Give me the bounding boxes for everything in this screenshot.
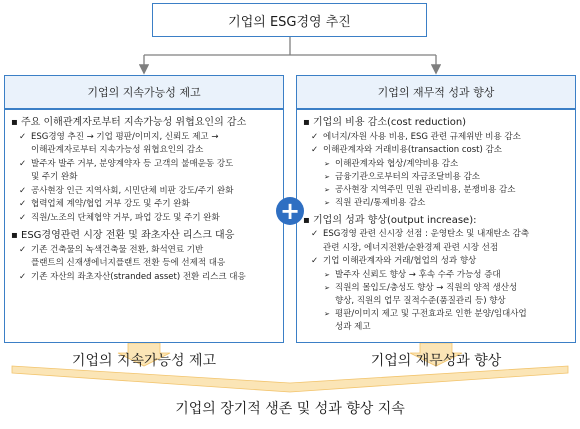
right-header-box [296,75,576,109]
list-item [303,197,571,210]
list-item-text: ESG경영관련 시장 전환 및 좌초자산 리스크 대응 [21,230,235,241]
top-box-text: 기업의 ESG경영 추진 [228,14,351,30]
list-item-text: 직원의 몰입도/충성도 향상 → 직원의 양적 생산성 [335,282,518,293]
list-item-text: 공사현장 인근 지역사회, 시민단체 비판 강도/주기 완화 [31,185,234,196]
list-item-text: 주요 이해관계자로부터 지속가능성 위협요인의 감소 [21,117,247,128]
list-item [303,269,571,282]
list-item-text: 향상, 직원의 업무 질적수준(품질관리 등) 향상 [335,295,506,306]
list-item-text: 플랜트의 신재생에너지플랜트 전환 등에 선제적 대응 [31,258,226,268]
list-item-text: 기업의 성과 향상(output increase): [313,214,477,226]
list-item-text: 에너지/자원 사용 비용, ESG 관련 규제위반 비용 감소 [323,131,521,142]
list-item-text: 기존 자산의 좌초자산(stranded asset) 전환 리스크 대응 [31,271,246,282]
left-header-text: 기업의 지속가능성 제고 [87,86,201,99]
bullet-heading [303,116,571,131]
check-bullet-icon: ✓ [19,131,27,142]
right-content-box [296,109,576,343]
arrow-bullet-icon: ➢ [324,270,330,279]
list-item-text: 이해관계자로부터 지속가능성 위협요인의 감소 [31,145,204,155]
list-item [303,228,571,242]
list-item-text: 직원/노조의 단체협약 거부, 파업 강도 및 주기 완화 [31,212,220,223]
list-item-text: 기존 건축물의 녹색건축물 전환, 화석연료 기반 [31,244,204,255]
list-item-text: 기업 이해관계자와 거래/협업의 성과 향상 [323,256,477,266]
check-bullet-icon: ✓ [311,229,319,239]
list-item-text: ESG경영 추진 → 기업 평판/이미지, 신뢰도 제고 → [31,131,219,142]
arrow-bullet-icon: ➢ [324,309,330,318]
list-item-text: 성과 제고 [335,321,371,332]
right-header-text: 기업의 재무적 성과 향상 [377,86,495,99]
list-item-text: 이해관계자와 거래비용(transaction cost) 감소 [323,145,502,155]
top-box [152,3,427,37]
list-item-text: 공사현장 지역주민 민원 관리비용, 분쟁비용 감소 [335,184,516,195]
list-item-text: 이해관계자와 협상/계약비용 감소 [335,158,459,169]
list-item [11,158,279,172]
check-bullet-icon: ✓ [311,131,319,142]
list-item [303,144,571,158]
final-outcome-text: 기업의 장기적 생존 및 성과 향상 지속 [175,401,405,417]
list-item [303,158,571,171]
arrow-bullet-icon: ➢ [324,172,330,181]
list-item [303,131,571,145]
list-item [11,131,279,145]
check-bullet-icon: ✓ [19,158,27,169]
list-item [11,244,279,258]
bullet-heading [11,229,279,244]
list-item-text: 발주자 발주 거부, 분양계약자 등 고객의 불매운동 강도 [31,158,234,169]
list-item [11,198,279,212]
list-item-text: 금융기관으로부터의 자금조달비용 감소 [335,171,480,182]
list-item-text: ESG경영 관련 신시장 선점 : 운영탄소 및 내재탄소 감축 [323,229,530,239]
left-result-text: 기업의 지속가능성 제고 [71,353,217,369]
right-result-text: 기업의 재무성과 향상 [370,353,502,369]
check-bullet-icon: ✓ [311,256,319,266]
check-bullet-icon: ✓ [311,145,319,155]
list-item-text: 직원 관리/통제비용 감소 [335,197,426,208]
list-item-text: 관련 시장, 에너지전환/순환경제 관련 시장 선점 [323,242,499,253]
arrow-bullet-icon: ➢ [324,185,330,194]
arrow-bullet-icon: ➢ [324,198,330,207]
left-header-box [4,75,284,109]
list-item [11,257,279,271]
plus-icon: + [276,197,304,225]
check-bullet-icon: ✓ [19,185,27,196]
list-item [11,271,279,285]
check-bullet-icon: ✓ [19,244,27,255]
list-item [303,282,571,295]
list-item [303,255,571,269]
list-item-text: 발주자 신뢰도 향상 → 후속 수주 가능성 증대 [335,269,501,280]
list-item [11,171,279,185]
list-item [303,242,571,256]
check-bullet-icon: ✓ [19,199,27,209]
list-item [303,171,571,184]
bullet-heading [11,116,279,131]
bullet-heading [303,214,571,229]
left-content-box [4,109,284,343]
arrow-bullet-icon: ➢ [324,283,330,292]
list-item [11,185,279,199]
list-item-text: 협력업체 계약/협업 거부 강도 및 주기 완화 [31,199,190,209]
list-item [303,308,571,321]
list-item [303,321,571,334]
list-item-text: 기업의 비용 감소(cost reduction) [313,117,467,128]
list-item-text: 평판/이미지 제고 및 구전효과로 인한 분양/임대사업 [335,308,527,319]
check-bullet-icon: ✓ [19,271,27,282]
list-item [11,144,279,158]
arrow-bullet-icon: ➢ [324,159,330,168]
check-bullet-icon: ✓ [19,212,27,223]
list-item [303,184,571,197]
list-item-text: 및 주기 완화 [31,172,78,182]
list-item [303,295,571,308]
list-item [11,212,279,226]
